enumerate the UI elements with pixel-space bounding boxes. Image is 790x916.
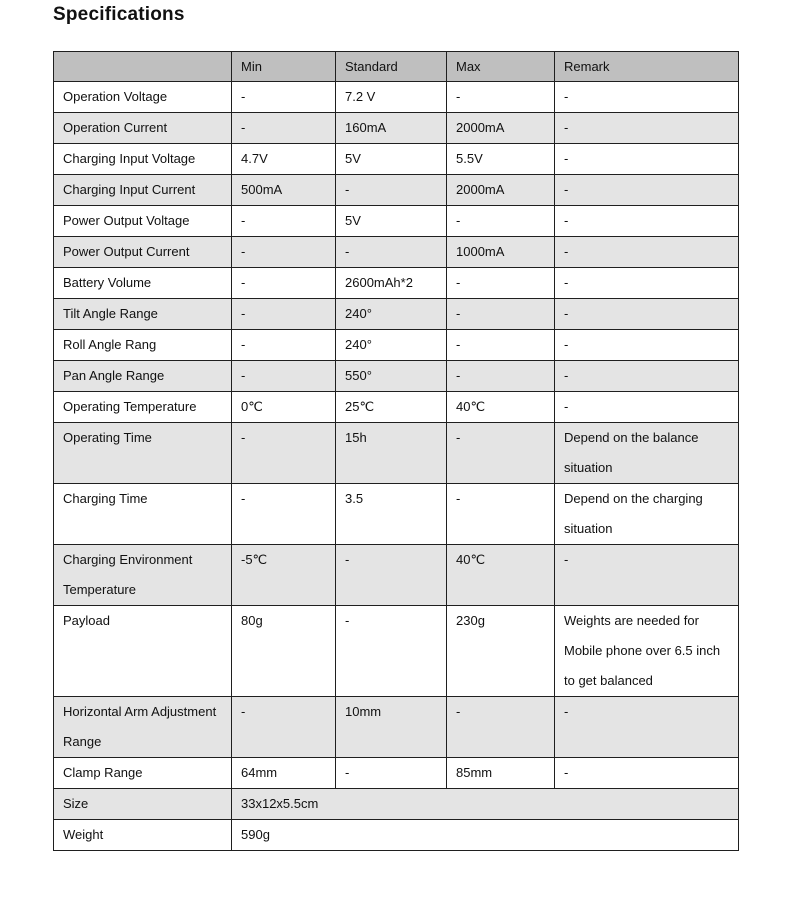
table-row [54,484,739,545]
table-row [54,820,739,851]
cell-min: - [232,299,336,330]
table-row [54,299,739,330]
table-row [54,392,739,423]
cell-label: Weight [54,820,232,851]
cell-label: Operation Current [54,113,232,144]
cell-remark: - [555,82,739,113]
cell-standard: 25℃ [336,392,447,423]
cell-remark: Depend on the charging situation [555,484,739,545]
cell-min: 500mA [232,175,336,206]
cell-min: 0℃ [232,392,336,423]
cell-standard: 240° [336,330,447,361]
cell-standard: 3.5 [336,484,447,545]
cell-standard: 10mm [336,697,447,758]
column-header-standard: Standard [336,52,447,82]
cell-min: - [232,423,336,484]
cell-min: -5℃ [232,545,336,606]
cell-label: Power Output Current [54,237,232,268]
table-row [54,789,739,820]
cell-max: - [447,484,555,545]
cell-min: - [232,697,336,758]
cell-standard: 5V [336,144,447,175]
cell-max: - [447,423,555,484]
cell-remark: - [555,237,739,268]
cell-label: Charging Environment Temperature [54,545,232,606]
cell-max: - [447,697,555,758]
cell-label: Tilt Angle Range [54,299,232,330]
cell-label: Pan Angle Range [54,361,232,392]
cell-standard: - [336,545,447,606]
column-header-label [54,52,232,82]
cell-remark: Weights are needed for Mobile phone over 6.5 inch to get balanced [555,606,739,697]
cell-label: Clamp Range [54,758,232,789]
cell-max: 1000mA [447,237,555,268]
cell-min: - [232,484,336,545]
table-row [54,82,739,113]
cell-max: - [447,268,555,299]
cell-max: 2000mA [447,113,555,144]
cell-label: Battery Volume [54,268,232,299]
specifications-table [53,51,739,851]
cell-remark: - [555,206,739,237]
cell-label: Charging Input Current [54,175,232,206]
cell-max: - [447,361,555,392]
table-row [54,113,739,144]
cell-min: - [232,361,336,392]
cell-value-span: 590g [232,820,739,851]
table-row [54,206,739,237]
cell-standard: 2600mAh*2 [336,268,447,299]
cell-remark: - [555,144,739,175]
cell-standard: 160mA [336,113,447,144]
cell-min: 64mm [232,758,336,789]
cell-remark: - [555,299,739,330]
cell-standard: - [336,237,447,268]
cell-standard: - [336,175,447,206]
cell-label: Size [54,789,232,820]
cell-label: Horizontal Arm Adjustment Range [54,697,232,758]
cell-min: 80g [232,606,336,697]
cell-remark: - [555,758,739,789]
cell-remark: Depend on the balance situation [555,423,739,484]
table-row [54,758,739,789]
cell-remark: - [555,113,739,144]
cell-standard: 7.2 V [336,82,447,113]
cell-remark: - [555,697,739,758]
cell-max: - [447,82,555,113]
cell-max: 2000mA [447,175,555,206]
table-row [54,330,739,361]
cell-label: Charging Input Voltage [54,144,232,175]
cell-max: 40℃ [447,392,555,423]
cell-min: - [232,237,336,268]
cell-max: 85mm [447,758,555,789]
cell-value-span: 33x12x5.5cm [232,789,739,820]
table-row [54,545,739,606]
cell-max: 5.5V [447,144,555,175]
cell-max: 230g [447,606,555,697]
cell-remark: - [555,268,739,299]
cell-max: - [447,299,555,330]
cell-label: Operating Temperature [54,392,232,423]
cell-standard: 240° [336,299,447,330]
cell-standard: 5V [336,206,447,237]
cell-label: Payload [54,606,232,697]
table-row [54,606,739,697]
table-row [54,697,739,758]
cell-min: - [232,206,336,237]
cell-label: Operation Voltage [54,82,232,113]
table-row [54,423,739,484]
cell-min: - [232,268,336,299]
cell-max: - [447,330,555,361]
cell-label: Charging Time [54,484,232,545]
cell-remark: - [555,545,739,606]
cell-min: - [232,330,336,361]
column-header-remark: Remark [555,52,739,82]
table-body [54,82,739,851]
table-header-row [54,52,739,82]
cell-min: - [232,82,336,113]
cell-standard: - [336,606,447,697]
cell-remark: - [555,330,739,361]
cell-min: - [232,113,336,144]
cell-standard: 550° [336,361,447,392]
page-title: Specifications [53,4,185,25]
cell-remark: - [555,175,739,206]
cell-standard: 15h [336,423,447,484]
cell-max: 40℃ [447,545,555,606]
cell-remark: - [555,392,739,423]
cell-min: 4.7V [232,144,336,175]
table-row [54,268,739,299]
column-header-min: Min [232,52,336,82]
cell-label: Power Output Voltage [54,206,232,237]
cell-label: Roll Angle Rang [54,330,232,361]
table-row [54,144,739,175]
cell-label: Operating Time [54,423,232,484]
column-header-max: Max [447,52,555,82]
table-row [54,361,739,392]
table-header [54,52,739,82]
table-row [54,175,739,206]
table-row [54,237,739,268]
cell-standard: - [336,758,447,789]
cell-max: - [447,206,555,237]
cell-remark: - [555,361,739,392]
